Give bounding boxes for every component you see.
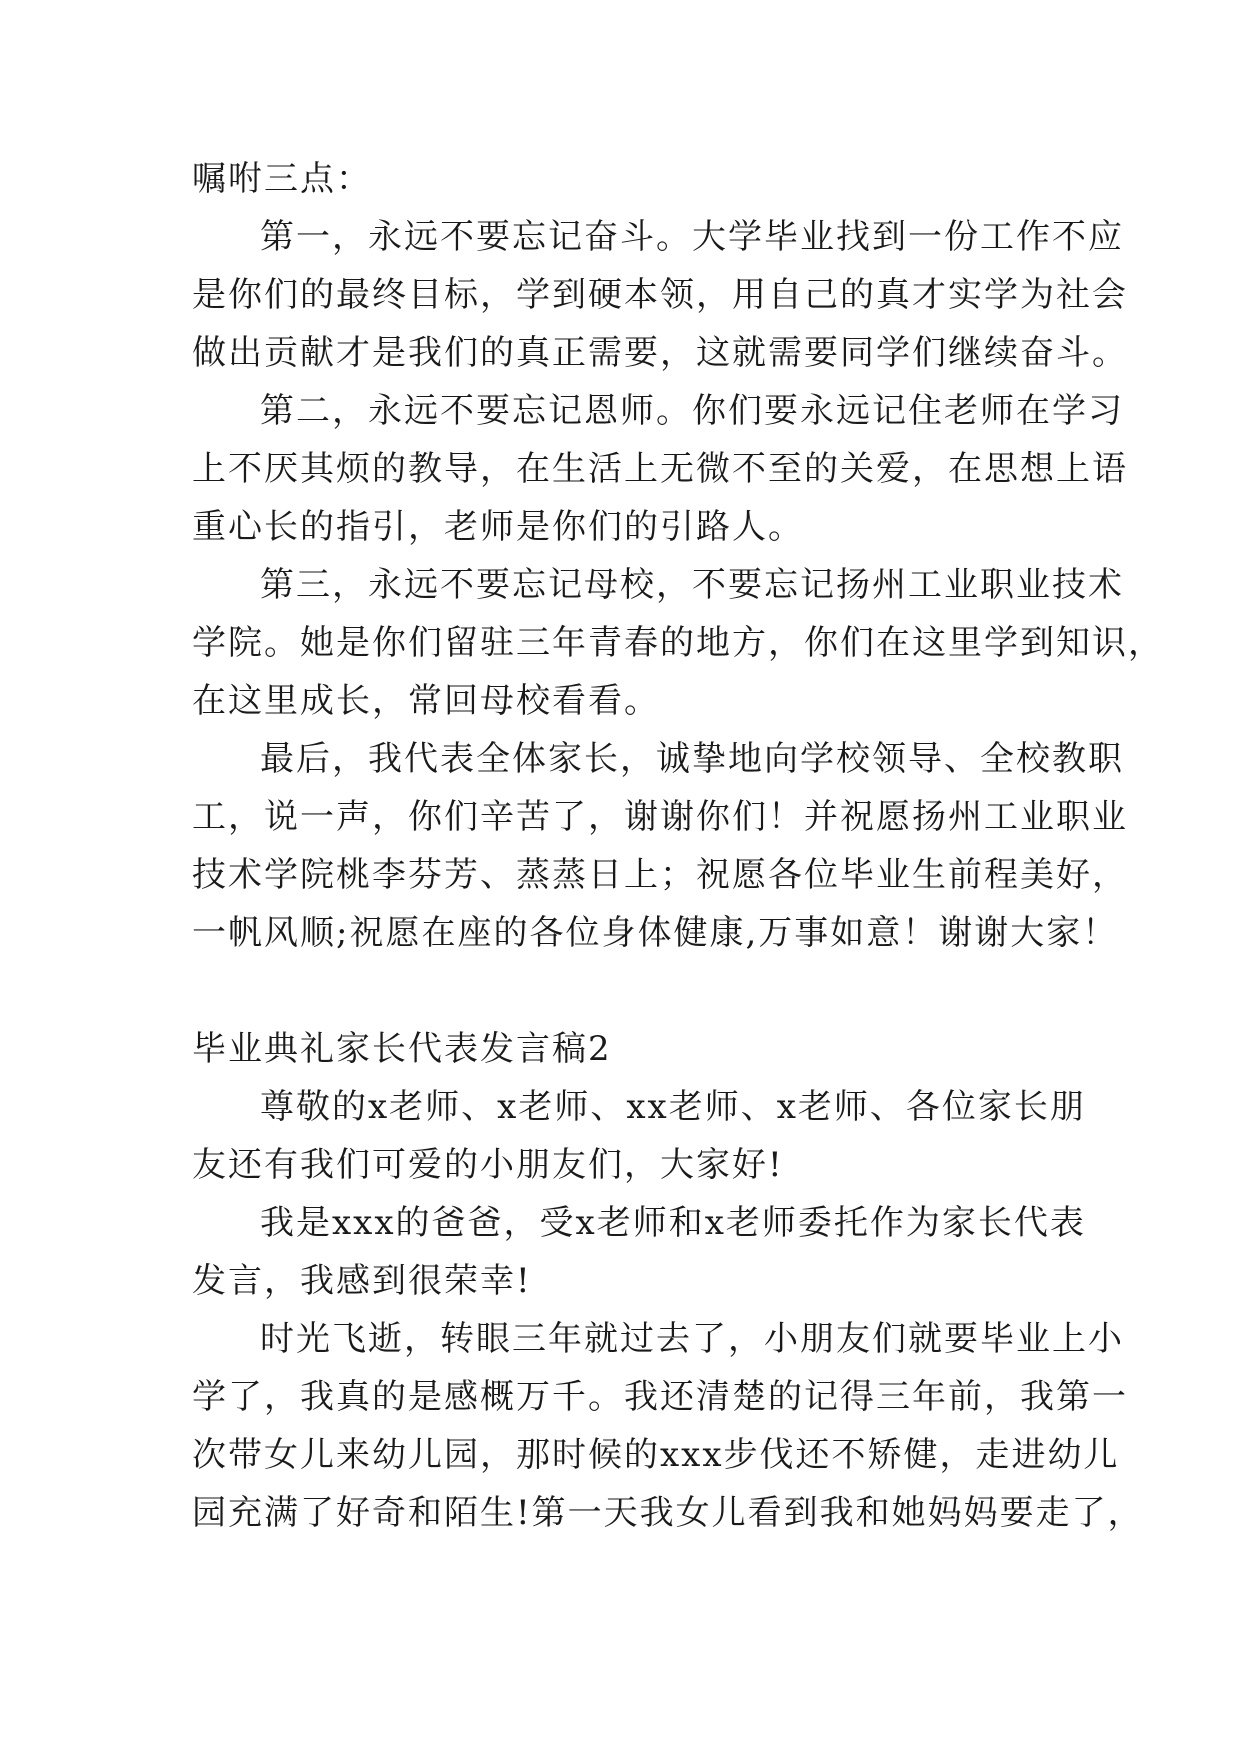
- text-line: 发言，我感到很荣幸!: [192, 1261, 532, 1301]
- text-line: 园充满了好奇和陌生!第一天我女儿看到我和她妈妈要走了，: [192, 1493, 1144, 1533]
- text-line: 学了，我真的是感概万千。我还清楚的记得三年前，我第一: [192, 1377, 1128, 1417]
- text-line: 技术学院桃李芬芳、蒸蒸日上；祝愿各位毕业生前程美好，: [192, 855, 1128, 895]
- text-line: 学院。她是你们留驻三年青春的地方，你们在这里学到知识，: [192, 623, 1164, 663]
- text-line: 上不厌其烦的教导，在生活上无微不至的关爱，在思想上语: [192, 449, 1128, 489]
- section-title: 毕业典礼家长代表发言稿2: [192, 1029, 612, 1069]
- text-line: 次带女儿来幼儿园，那时候的xxx步伐还不矫健，走进幼儿: [192, 1435, 1120, 1475]
- document-page: [192, 150, 1164, 1542]
- text-line: 一帆风顺;祝愿在座的各位身体健康,万事如意！谢谢大家！: [192, 913, 1119, 953]
- paragraph-intro: 我是xxx的爸爸，受x老师和x老师委托作为家长代表: [260, 1203, 1086, 1243]
- text-line: 做出贡献才是我们的真正需要，这就需要同学们继续奋斗。: [192, 333, 1128, 373]
- text-line: 友还有我们可爱的小朋友们，大家好!: [192, 1145, 784, 1185]
- paragraph-greeting: 尊敬的x老师、x老师、xx老师、x老师、各位家长朋: [260, 1087, 1086, 1127]
- paragraph-closing: 最后，我代表全体家长，诚挚地向学校领导、全校教职: [260, 739, 1124, 779]
- paragraph-third-point: 第三，永远不要忘记母校，不要忘记扬州工业职业技术: [260, 565, 1124, 605]
- text-line: 是你们的最终目标，学到硬本领，用自己的真才实学为社会: [192, 275, 1128, 315]
- paragraph-memories: 时光飞逝，转眼三年就过去了，小朋友们就要毕业上小: [260, 1319, 1124, 1359]
- text-line: 在这里成长，常回母校看看。: [192, 681, 660, 721]
- text-line: 嘱咐三点：: [192, 159, 372, 199]
- text-line: 工，说一声，你们辛苦了，谢谢你们！并祝愿扬州工业职业: [192, 797, 1128, 837]
- paragraph-first-point: 第一，永远不要忘记奋斗。大学毕业找到一份工作不应: [260, 217, 1124, 257]
- section-spacer: [192, 962, 1072, 1020]
- text-line: 重心长的指引，老师是你们的引路人。: [192, 507, 804, 547]
- paragraph-second-point: 第二，永远不要忘记恩师。你们要永远记住老师在学习: [260, 391, 1124, 431]
